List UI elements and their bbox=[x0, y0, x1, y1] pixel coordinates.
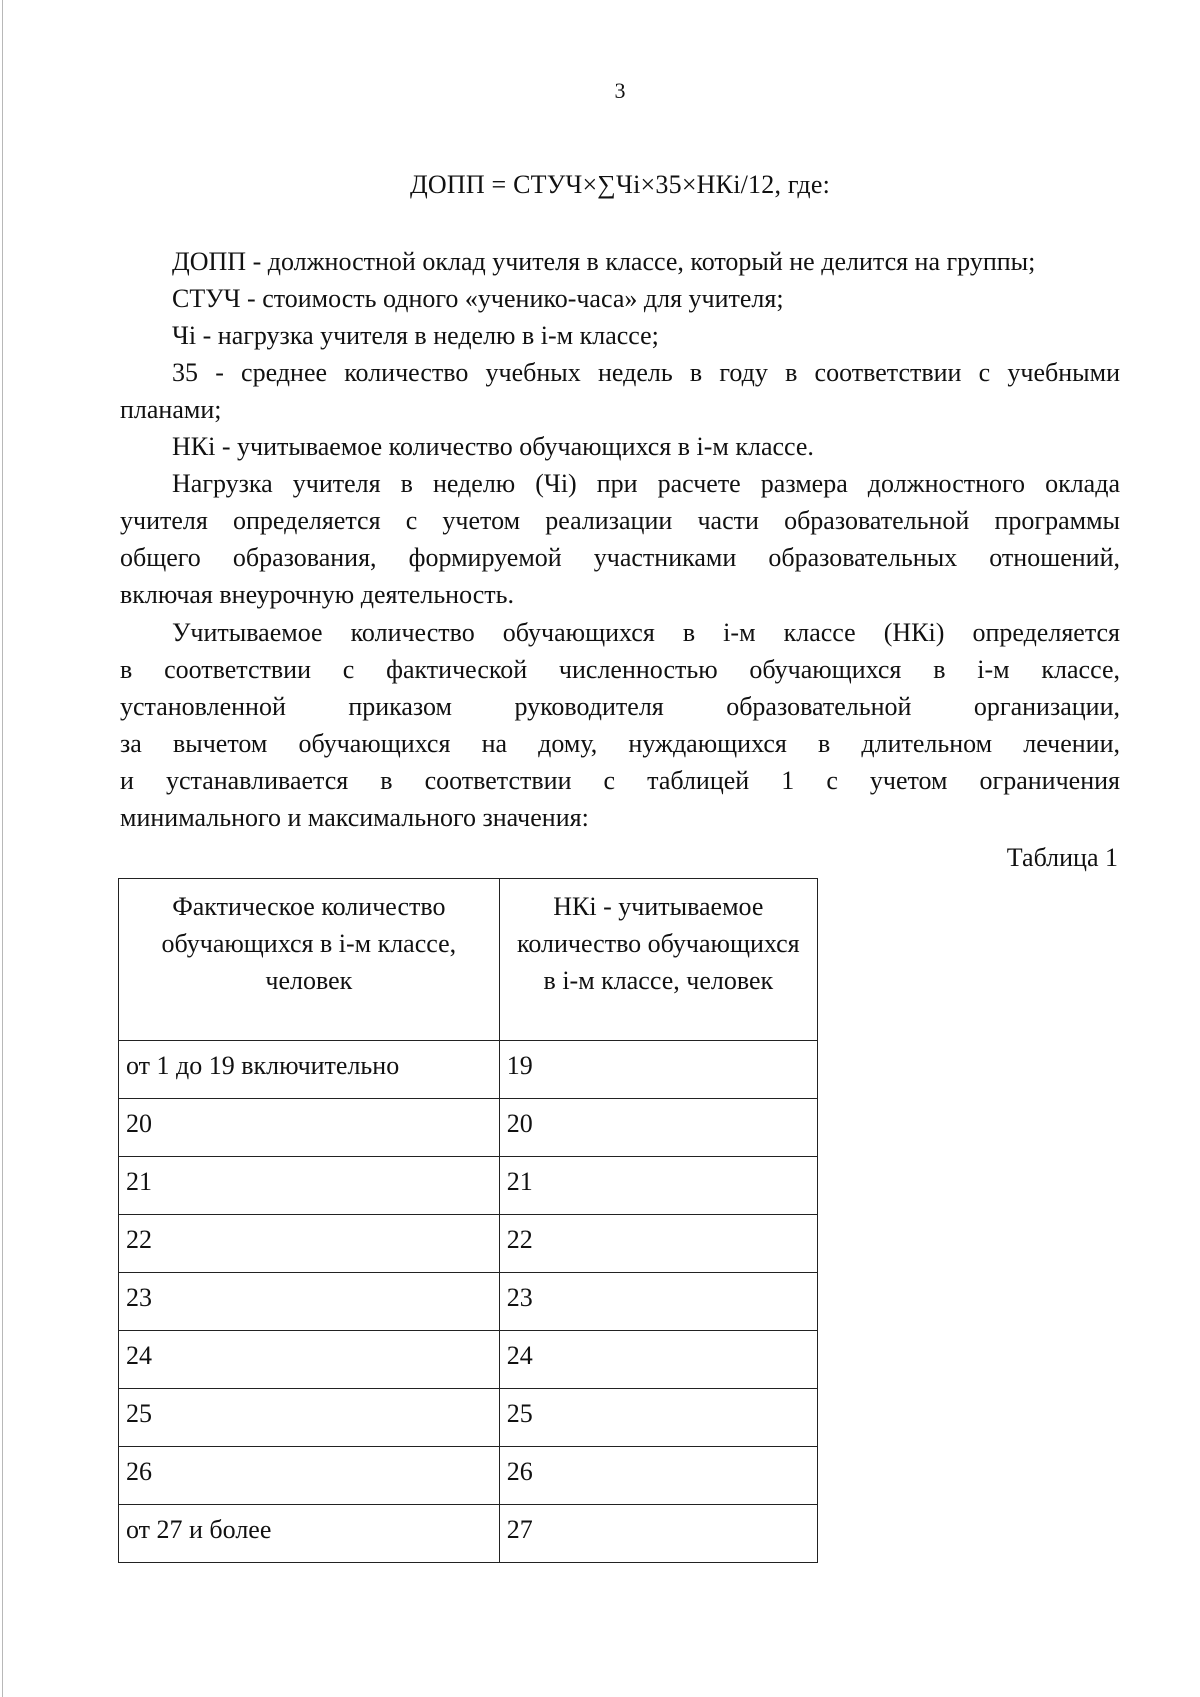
paragraph-count-line: минимального и максимального значения: bbox=[120, 803, 589, 832]
page-number: 3 bbox=[614, 78, 626, 103]
definition-35-continued: планами; bbox=[120, 395, 222, 424]
students-count-table bbox=[118, 878, 818, 1563]
formula: ДОПП = СТУЧ×∑Чi×35×НКi/12, где: bbox=[409, 170, 831, 199]
paragraph-load-line: учителя определяется с учетом реализации части образовательной программы bbox=[120, 506, 1120, 535]
definition-stuch: СТУЧ - стоимость одного «ученико-часа» для учителя; bbox=[172, 284, 784, 313]
cell-actual: 22 bbox=[119, 1215, 500, 1273]
paragraph-load-line: Нагрузка учителя в неделю (Чi) при расчете размера должностного оклада bbox=[172, 469, 1120, 498]
cell-counted: 23 bbox=[499, 1273, 817, 1331]
cell-actual: 25 bbox=[119, 1389, 500, 1447]
cell-actual: 20 bbox=[119, 1099, 500, 1157]
cell-counted: 25 bbox=[499, 1389, 817, 1447]
cell-actual: 21 bbox=[119, 1157, 500, 1215]
table-header-row bbox=[119, 879, 818, 1041]
cell-actual: 26 bbox=[119, 1447, 500, 1505]
cell-counted: 27 bbox=[499, 1505, 817, 1563]
cell-actual: 23 bbox=[119, 1273, 500, 1331]
paragraph-load-line: включая внеурочную деятельность. bbox=[120, 580, 514, 609]
table-row bbox=[119, 1331, 818, 1389]
paragraph-count-line: Учитываемое количество обучающихся в i-м классе (НКi) определяется bbox=[172, 618, 1120, 647]
table-row bbox=[119, 1273, 818, 1331]
table-row bbox=[119, 1099, 818, 1157]
table-row bbox=[119, 1505, 818, 1563]
page-edge-line bbox=[2, 0, 3, 1697]
table-row bbox=[119, 1041, 818, 1099]
header-counted-nki: НКi - учитываемое количество обучающихся в i-м классе, человек bbox=[499, 879, 817, 1041]
cell-counted: 19 bbox=[499, 1041, 817, 1099]
paragraph-count-line: за вычетом обучающихся на дому, нуждающихся в длительном лечении, bbox=[120, 729, 1120, 758]
cell-actual: 24 bbox=[119, 1331, 500, 1389]
cell-counted: 24 bbox=[499, 1331, 817, 1389]
cell-actual: от 1 до 19 включительно bbox=[119, 1041, 500, 1099]
definition-nki: НКi - учитываемое количество обучающихся в i-м классе. bbox=[172, 432, 814, 461]
definitions-list bbox=[120, 243, 1120, 465]
header-actual-count: Фактическое количество обучающихся в i-м классе, человек bbox=[119, 879, 500, 1041]
cell-actual: от 27 и более bbox=[119, 1505, 500, 1563]
paragraph-count-line: и устанавливается в соответствии с таблицей 1 с учетом ограничения bbox=[120, 766, 1120, 795]
definition-35: 35 - среднее количество учебных недель в году в соответствии с учебными bbox=[172, 358, 1120, 387]
table-row bbox=[119, 1215, 818, 1273]
cell-counted: 21 bbox=[499, 1157, 817, 1215]
cell-counted: 22 bbox=[499, 1215, 817, 1273]
definition-dopp: ДОПП - должностной оклад учителя в классе, который не делится на группы; bbox=[172, 247, 1036, 276]
cell-counted: 20 bbox=[499, 1099, 817, 1157]
paragraph-load bbox=[120, 465, 1120, 613]
cell-counted: 26 bbox=[499, 1447, 817, 1505]
definition-chi: Чi - нагрузка учителя в неделю в i-м классе; bbox=[172, 321, 659, 350]
paragraph-count bbox=[120, 614, 1120, 836]
table-row bbox=[119, 1157, 818, 1215]
paragraph-count-line: в соответствии с фактической численностью обучающихся в i-м классе, bbox=[120, 655, 1120, 684]
paragraph-load-line: общего образования, формируемой участниками образовательных отношений, bbox=[120, 543, 1120, 572]
table-row bbox=[119, 1389, 818, 1447]
paragraph-count-line: установленной приказом руководителя образовательной организации, bbox=[120, 692, 1120, 721]
table-caption: Таблица 1 bbox=[1006, 843, 1118, 872]
table-row bbox=[119, 1447, 818, 1505]
